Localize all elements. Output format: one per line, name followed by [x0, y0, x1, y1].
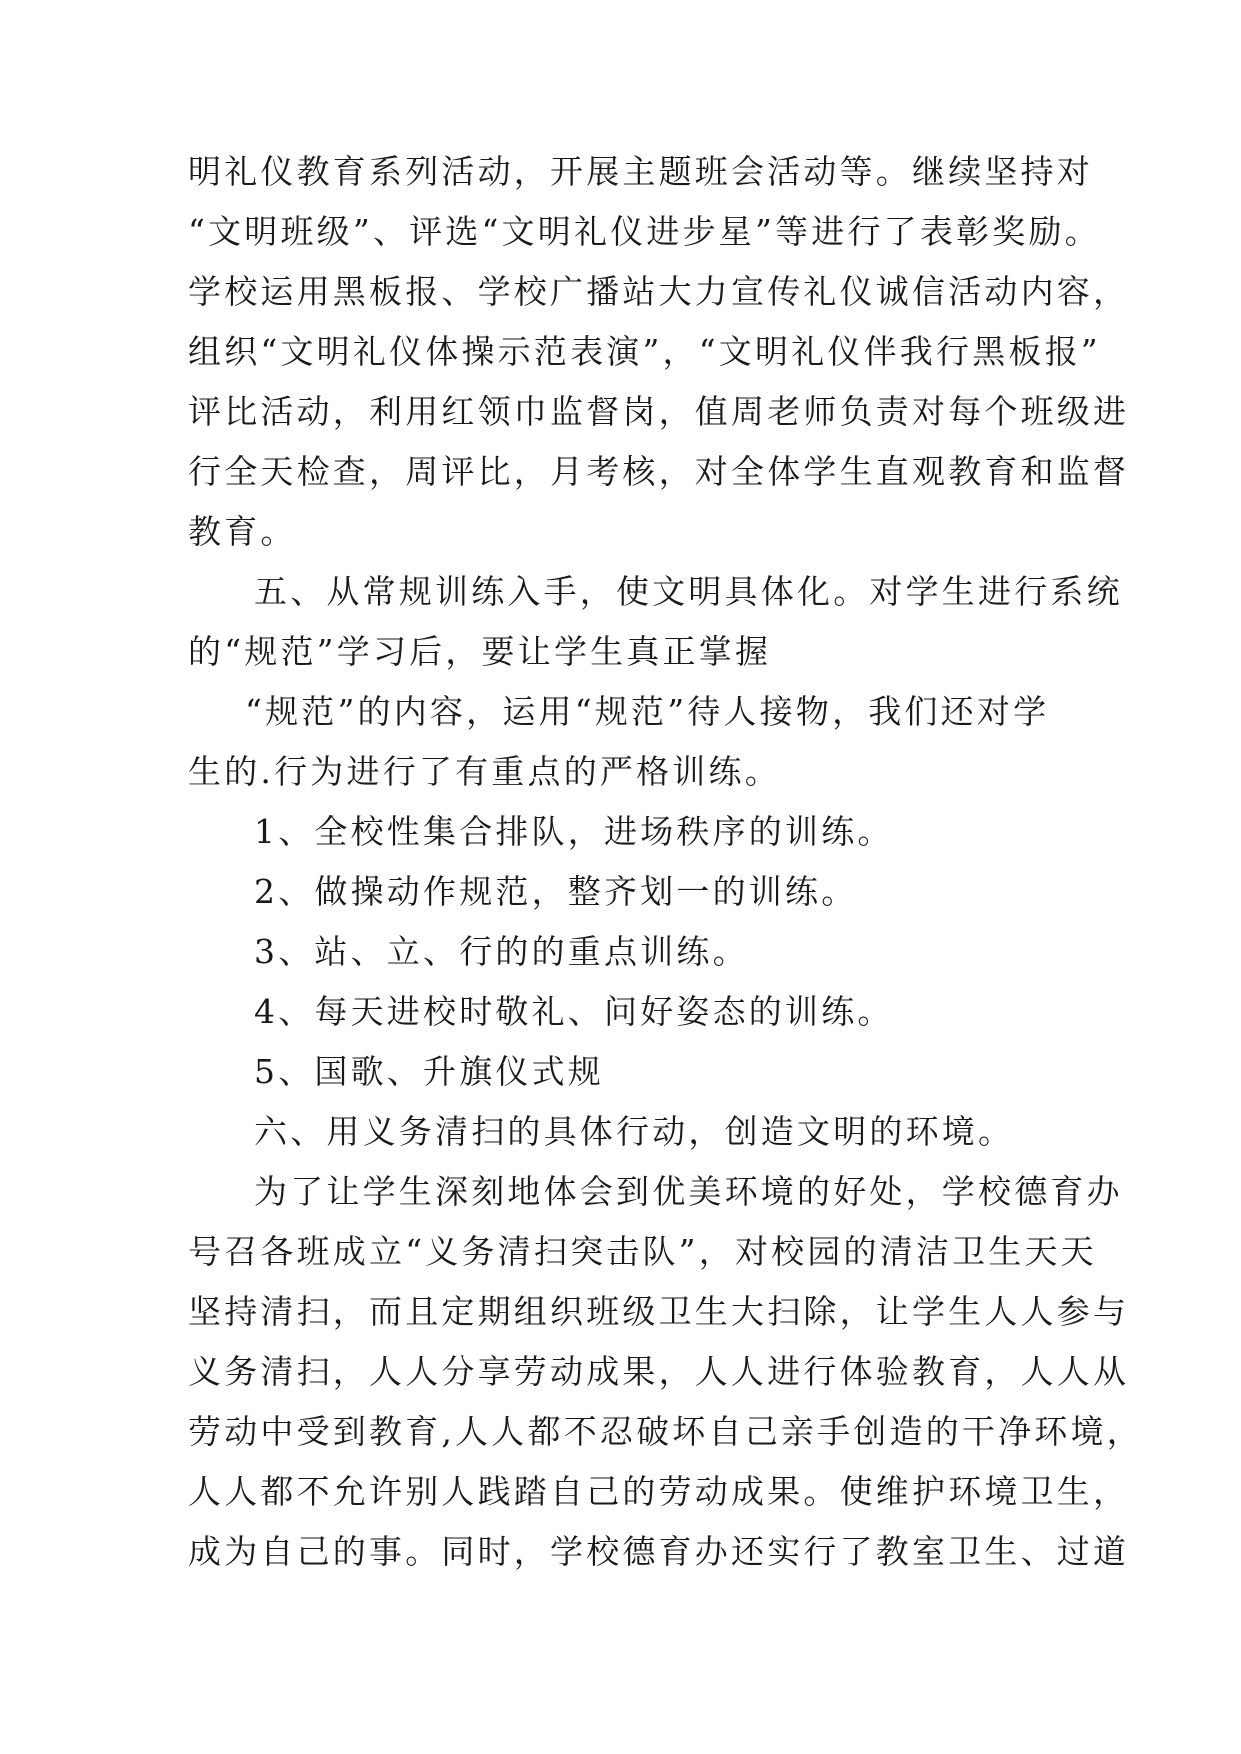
text-line: 行全天检查，周评比，月考核，对全体学生直观教育和监督	[188, 452, 1130, 491]
text-line: “文明班级”、评选“文明礼仪进步星”等进行了表彰奖励。	[188, 212, 1101, 251]
text-line: 劳动中受到教育,人人都不忍破坏自己亲手创造的干净环境，	[188, 1412, 1143, 1451]
list-item: 5、国歌、升旗仪式规	[254, 1052, 604, 1091]
section-heading: 五、从常规训练入手，使文明具体化。对学生进行系统	[254, 572, 1123, 611]
text-line: “规范”的内容，运用“规范”待人接物，我们还对学	[245, 692, 1050, 731]
text-line: 义务清扫，人人分享劳动成果，人人进行体验教育，人人从	[188, 1352, 1130, 1391]
text-line: 组织“文明礼仪体操示范表演”，“文明礼仪伴我行黑板报”	[188, 332, 1101, 371]
text-line: 教育。	[188, 512, 297, 551]
text-line: 评比活动，利用红领巾监督岗，值周老师负责对每个班级进	[188, 392, 1130, 431]
list-item: 4、每天进校时敬礼、问好姿态的训练。	[254, 992, 894, 1031]
text-line: 人人都不允许别人践踏自己的劳动成果。使维护环境卫生，	[188, 1472, 1130, 1511]
text-line: 的“规范”学习后，要让学生真正掌握	[188, 632, 772, 671]
list-item: 3、站、立、行的的重点训练。	[254, 932, 749, 971]
section-heading: 六、用义务清扫的具体行动，创造文明的环境。	[254, 1112, 1015, 1151]
text-line: 生的.行为进行了有重点的严格训练。	[188, 752, 781, 791]
list-item: 1、全校性集合排队，进场秩序的训练。	[254, 812, 894, 851]
text-line: 号召各班成立“义务清扫突击队”，对校园的清洁卫生天天	[188, 1232, 1097, 1271]
text-line: 为了让学生深刻地体会到优美环境的好处，学校德育办	[254, 1172, 1123, 1211]
list-item: 2、做操动作规范，整齐划一的训练。	[254, 872, 858, 911]
text-line: 学校运用黑板报、学校广播站大力宣传礼仪诚信活动内容，	[188, 272, 1130, 311]
text-line: 坚持清扫，而且定期组织班级卫生大扫除，让学生人人参与	[188, 1292, 1130, 1331]
text-line: 成为自己的事。同时，学校德育办还实行了教室卫生、过道	[188, 1532, 1130, 1571]
text-line: 明礼仪教育系列活动，开展主题班会活动等。继续坚持对	[188, 152, 1093, 191]
